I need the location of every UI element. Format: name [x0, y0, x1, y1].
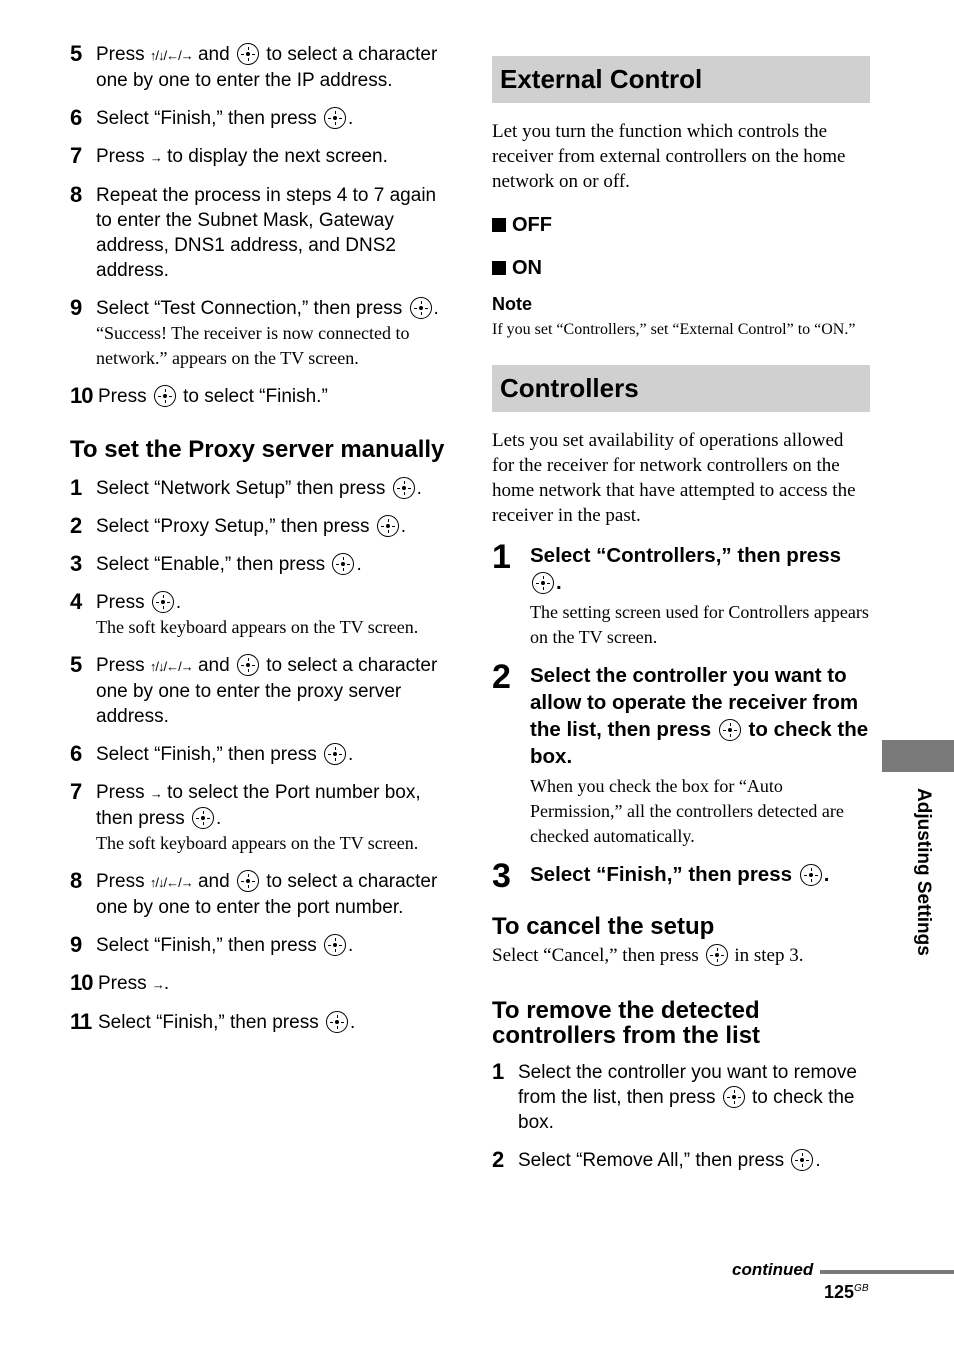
cancel-heading: To cancel the setup [492, 913, 715, 940]
arrow-keys-icon: ↑/↓/←/→ [149, 659, 193, 674]
enter-button-icon [377, 515, 399, 537]
ip-steps-list [70, 42, 450, 409]
arrow-keys-icon: ↑/↓/←/→ [149, 875, 193, 890]
continued-line [820, 1270, 954, 1274]
proxy-heading: To set the Proxy server manually [70, 436, 445, 463]
cancel-text: Select “Cancel,” then press in step 3. [492, 945, 804, 966]
controllers-title: Controllers [492, 365, 870, 412]
remove-step-1: 1 Select the controller you want to remove from the list, then press to check the box. [492, 1059, 858, 1133]
right-column [492, 42, 870, 1186]
enter-button-icon [800, 864, 822, 886]
step-10: 10 Press →. [70, 970, 170, 995]
enter-button-icon [237, 43, 259, 65]
controllers-step-1: 1 Select “Controllers,” then press . The setting screen used for Controllers appears on the TV screen. [492, 538, 869, 647]
external-control-desc: Let you turn the function which controls the receiver from external controllers on the home network on or off. [492, 121, 846, 192]
step-5: 5 Press ↑/↓/←/→ and to select a character one by one to enter the IP address. [70, 41, 438, 91]
option-on: ON [492, 257, 870, 280]
step-6: 6 Select “Finish,” then press . [70, 741, 354, 766]
right-arrow-icon: → [149, 786, 162, 801]
enter-button-icon [532, 572, 554, 594]
side-tab [882, 740, 954, 772]
controllers-step-2: 2 Select the controller you want to allow to operate the receiver from the list, then press to check the box. When you check the box for “Auto Permission,” all the controllers detected are checked automatically. [492, 658, 869, 846]
step-2: 2 Select “Proxy Setup,” then press . [70, 513, 407, 538]
remove-step-2: 2 Select “Remove All,” then press . [492, 1147, 821, 1172]
step-7: 7 Press → to display the next screen. [70, 143, 388, 168]
step-3: 3 Select “Enable,” then press . [70, 551, 362, 576]
enter-button-icon [723, 1086, 745, 1108]
square-bullet-icon [492, 218, 506, 232]
controllers-step-3: 3 Select “Finish,” then press . [492, 857, 830, 895]
square-bullet-icon [492, 261, 506, 275]
arrow-keys-icon: ↑/↓/←/→ [149, 48, 193, 63]
enter-button-icon [237, 654, 259, 676]
remove-heading: To remove the detected controllers from the list [492, 997, 761, 1049]
step-7: 7 Press → to select the Port number box, then press . The soft keyboard appears on the TV screen. [70, 779, 421, 853]
enter-button-icon [324, 107, 346, 129]
enter-button-icon [393, 477, 415, 499]
enter-button-icon [324, 934, 346, 956]
enter-button-icon [719, 719, 741, 741]
step-8: 8 Press ↑/↓/←/→ and to select a character one by one to enter the port number. [70, 868, 438, 918]
step-11: 11 Select “Finish,” then press . [70, 1009, 356, 1034]
option-off: OFF [492, 214, 870, 237]
step-9: 9 Select “Finish,” then press . [70, 932, 354, 957]
right-arrow-icon: → [151, 977, 164, 992]
page-number: $125^{GB}$ [824, 1282, 869, 1302]
enter-button-icon [154, 385, 176, 407]
step-5: 5 Press ↑/↓/←/→ and to select a character one by one to enter the proxy server address. [70, 652, 438, 727]
enter-button-icon [324, 743, 346, 765]
step-8: 8 Repeat the process in steps 4 to 7 again to enter the Subnet Mask, Gateway address, DNS1 address, and DNS2 address. [70, 182, 437, 281]
enter-button-icon [326, 1011, 348, 1033]
enter-button-icon [332, 553, 354, 575]
external-control-title: External Control [492, 56, 870, 103]
enter-button-icon [192, 807, 214, 829]
enter-button-icon [706, 944, 728, 966]
enter-button-icon [791, 1149, 813, 1171]
left-column [70, 42, 450, 1048]
step-9: 9 Select “Test Connection,” then press . “Success! The receiver is now connected to network.” appears on the TV screen. [70, 295, 439, 368]
note-label: Note [492, 294, 532, 314]
proxy-steps-list [70, 476, 450, 1035]
enter-button-icon [410, 297, 432, 319]
controllers-desc: Lets you set availability of operations allowed for the receiver for network controllers on the home network that have attempted to access the receiver in the past. [492, 430, 856, 526]
step-10: 10 Press to select “Finish.” [70, 383, 328, 408]
side-tab-label: Adjusting Settings [913, 788, 934, 956]
enter-button-icon [237, 870, 259, 892]
note-text: If you set “Controllers,” set “External Control” to “ON.” [492, 321, 856, 338]
step-1: 1 Select “Network Setup” then press . [70, 475, 422, 500]
enter-button-icon [152, 591, 174, 613]
step-4: 4 Press . The soft keyboard appears on the TV screen. [70, 589, 419, 637]
step-6: 6 Select “Finish,” then press . [70, 105, 354, 130]
continued-label: continued [732, 1260, 814, 1279]
right-arrow-icon: → [149, 150, 162, 165]
